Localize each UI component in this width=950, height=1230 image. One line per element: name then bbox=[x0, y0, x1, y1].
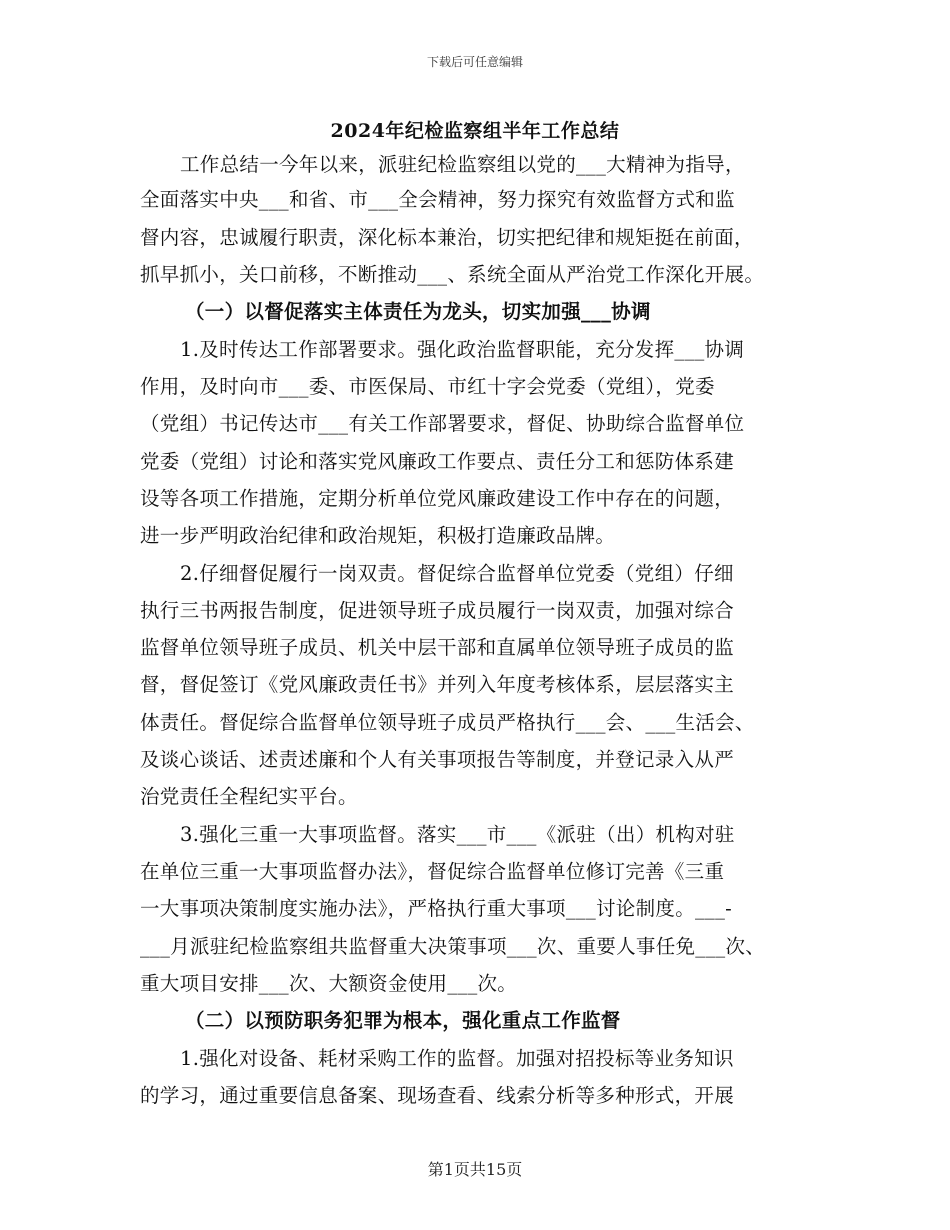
paragraph-line: 重大项目安排___次、大额资金使用___次。 bbox=[140, 972, 518, 995]
page-header-note: 下载后可任意编辑 bbox=[426, 55, 523, 69]
paragraph-line: 的学习，通过重要信息备案、现场查看、线索分析等多种形式，开展 bbox=[140, 1084, 735, 1107]
paragraph-line: 抓早抓小，关口前移，不断推动___、系统全面从严治党工作深化开展。 bbox=[140, 263, 765, 286]
paragraph-line: 作用，及时向市___委、市医保局、市红十字会党委（党组），党委 bbox=[140, 375, 715, 398]
paragraph-line: 设等各项工作措施，定期分析单位党风廉政建设工作中存在的问题， bbox=[140, 487, 735, 510]
paragraph-line: 党委（党组）讨论和落实党风廉政工作要点、责任分工和惩防体系建 bbox=[140, 450, 735, 473]
document-title: 2024年纪检监察组半年工作总结 bbox=[330, 120, 620, 142]
paragraph-line: 督内容，忠诚履行职责，深化标本兼治，切实把纪律和规矩挺在前面， bbox=[140, 226, 754, 249]
paragraph-line: 2.仔细督促履行一岗双责。督促综合监督单位党委（党组）仔细 bbox=[180, 562, 734, 585]
paragraph-line: 在单位三重一大事项监督办法》，督促综合监督单位修订完善《三重 bbox=[140, 860, 725, 883]
page-number: 第1页共15页 bbox=[427, 1160, 523, 1179]
section-heading: （一）以督促落实主体责任为龙头，切实加强___协调 bbox=[185, 300, 651, 323]
paragraph-line: 1.强化对设备、耗材采购工作的监督。加强对招投标等业务知识 bbox=[180, 1047, 734, 1070]
paragraph-line: 一大事项决策制度实施办法》，严格执行重大事项___讨论制度。___- bbox=[140, 897, 733, 920]
paragraph-line: 监督单位领导班子成员、机关中层干部和直属单位领导班子成员的监 bbox=[140, 636, 735, 659]
paragraph-line: 督，督促签订《党风廉政责任书》并列入年度考核体系，层层落实主 bbox=[140, 673, 735, 696]
paragraph-line: 治党责任全程纪实平台。 bbox=[140, 785, 358, 808]
paragraph-line: 及谈心谈话、述责述廉和个人有关事项报告等制度，并登记录入从严 bbox=[140, 748, 735, 771]
paragraph-line: ___月派驻纪检监察组共监督重大决策事项___次、重要人事任免___次、 bbox=[140, 935, 766, 958]
paragraph-line: 执行三书两报告制度，促进领导班子成员履行一岗双责，加强对综合 bbox=[140, 599, 735, 622]
paragraph-line: 3.强化三重一大事项监督。落实___市___《派驻（出）机构对驻 bbox=[180, 823, 735, 846]
paragraph-line: 工作总结一今年以来，派驻纪检监察组以党的___大精神为指导， bbox=[180, 153, 745, 176]
section-heading: （二）以预防职务犯罪为根本，强化重点工作监督 bbox=[185, 1009, 621, 1032]
paragraph-line: 体责任。督促综合监督单位领导班子成员严格执行___会、___生活会、 bbox=[140, 711, 755, 734]
paragraph-line: 进一步严明政治纪律和政治规矩，积极打造廉政品牌。 bbox=[140, 524, 616, 547]
paragraph-line: 1.及时传达工作部署要求。强化政治监督职能，充分发挥___协调 bbox=[180, 338, 745, 361]
paragraph-line: 全面落实中央___和省、市___全会精神，努力探究有效监督方式和监 bbox=[140, 188, 735, 211]
paragraph-line: （党组）书记传达市___有关工作部署要求，督促、协助综合监督单位 bbox=[140, 412, 745, 435]
